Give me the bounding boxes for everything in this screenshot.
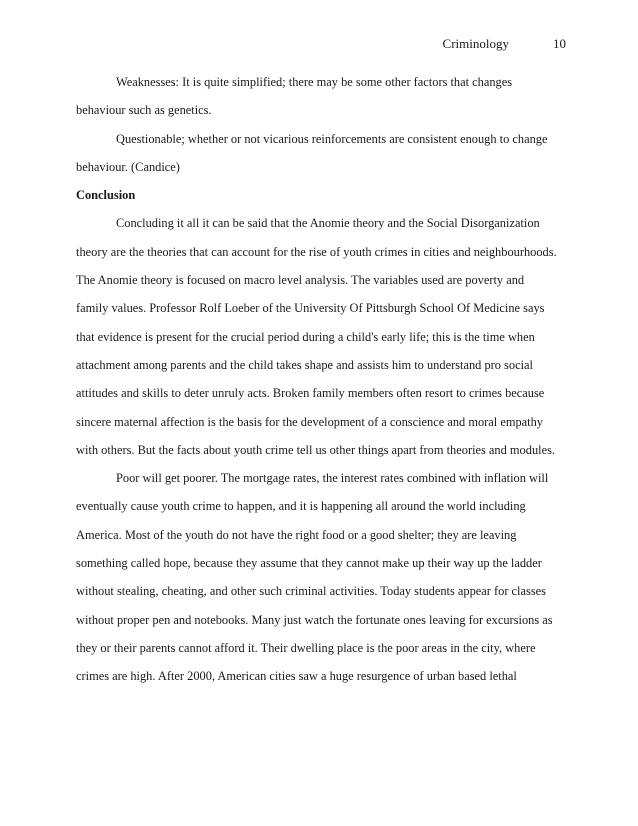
text-line: something called hope, because they assume that they cannot make up their way up the ladder	[76, 556, 542, 571]
paragraph-poor	[76, 464, 566, 690]
text-line: sincere maternal affection is the basis for the development of a conscience and moral empathy	[76, 414, 543, 429]
text-line: attitudes and skills to deter unruly acts. Broken family members often resort to crimes because	[76, 386, 545, 401]
text-line: behaviour such as genetics.	[76, 103, 212, 118]
paragraph-conclusion	[76, 209, 566, 464]
text-line: without stealing, cheating, and other such criminal activities. Today students appear for classes	[76, 584, 546, 599]
text-line: Weaknesses: It is quite simplified; there may be some other factors that changes	[116, 75, 513, 89]
text-line: attachment among parents and the child takes shape and assists him to understand pro social	[76, 357, 533, 372]
body-text	[76, 68, 566, 691]
text-line: Concluding it all it can be said that the Anomie theory and the Social Disorganization	[116, 216, 540, 231]
paragraph-weaknesses	[76, 68, 566, 125]
page-number: 10	[553, 36, 566, 51]
text-line: eventually cause youth crime to happen, and it is happening all around the world including	[76, 499, 526, 514]
text-line: The Anomie theory is focused on macro level analysis. The variables used are poverty and	[76, 273, 525, 288]
paragraph-questionable	[76, 125, 566, 182]
text-line: family values. Professor Rolf Loeber of the University Of Pittsburgh School Of Medicine says	[76, 301, 545, 316]
running-head	[443, 36, 566, 52]
text-line: crimes are high. After 2000, American cities saw a huge resurgence of urban based lethal	[76, 669, 517, 684]
text-line: without proper pen and notebooks. Many just watch the fortunate ones leaving for excursions as	[76, 612, 553, 627]
text-line: Poor will get poorer. The mortgage rates, the interest rates combined with inflation will	[116, 471, 549, 486]
text-line: Questionable; whether or not vicarious reinforcements are consistent enough to change	[116, 131, 548, 146]
text-line: America. Most of the youth do not have the right food or a good shelter; they are leaving	[76, 527, 517, 542]
section-heading-conclusion	[76, 181, 566, 209]
text-line: they or their parents cannot afford it. Their dwelling place is the poor areas in the city, where	[76, 640, 536, 655]
text-line: theory are the theories that can account for the rise of youth crimes in cities and neighbourhoods.	[76, 244, 557, 259]
heading-text: Conclusion	[76, 188, 136, 203]
text-line: that evidence is present for the crucial period during a child's early life; this is the time when	[76, 329, 535, 344]
text-line: with others. But the facts about youth crime tell us other things apart from theories and modules.	[76, 442, 555, 457]
text-line: behaviour. (Candice)	[76, 159, 180, 174]
running-head-title: Criminology	[442, 36, 509, 51]
